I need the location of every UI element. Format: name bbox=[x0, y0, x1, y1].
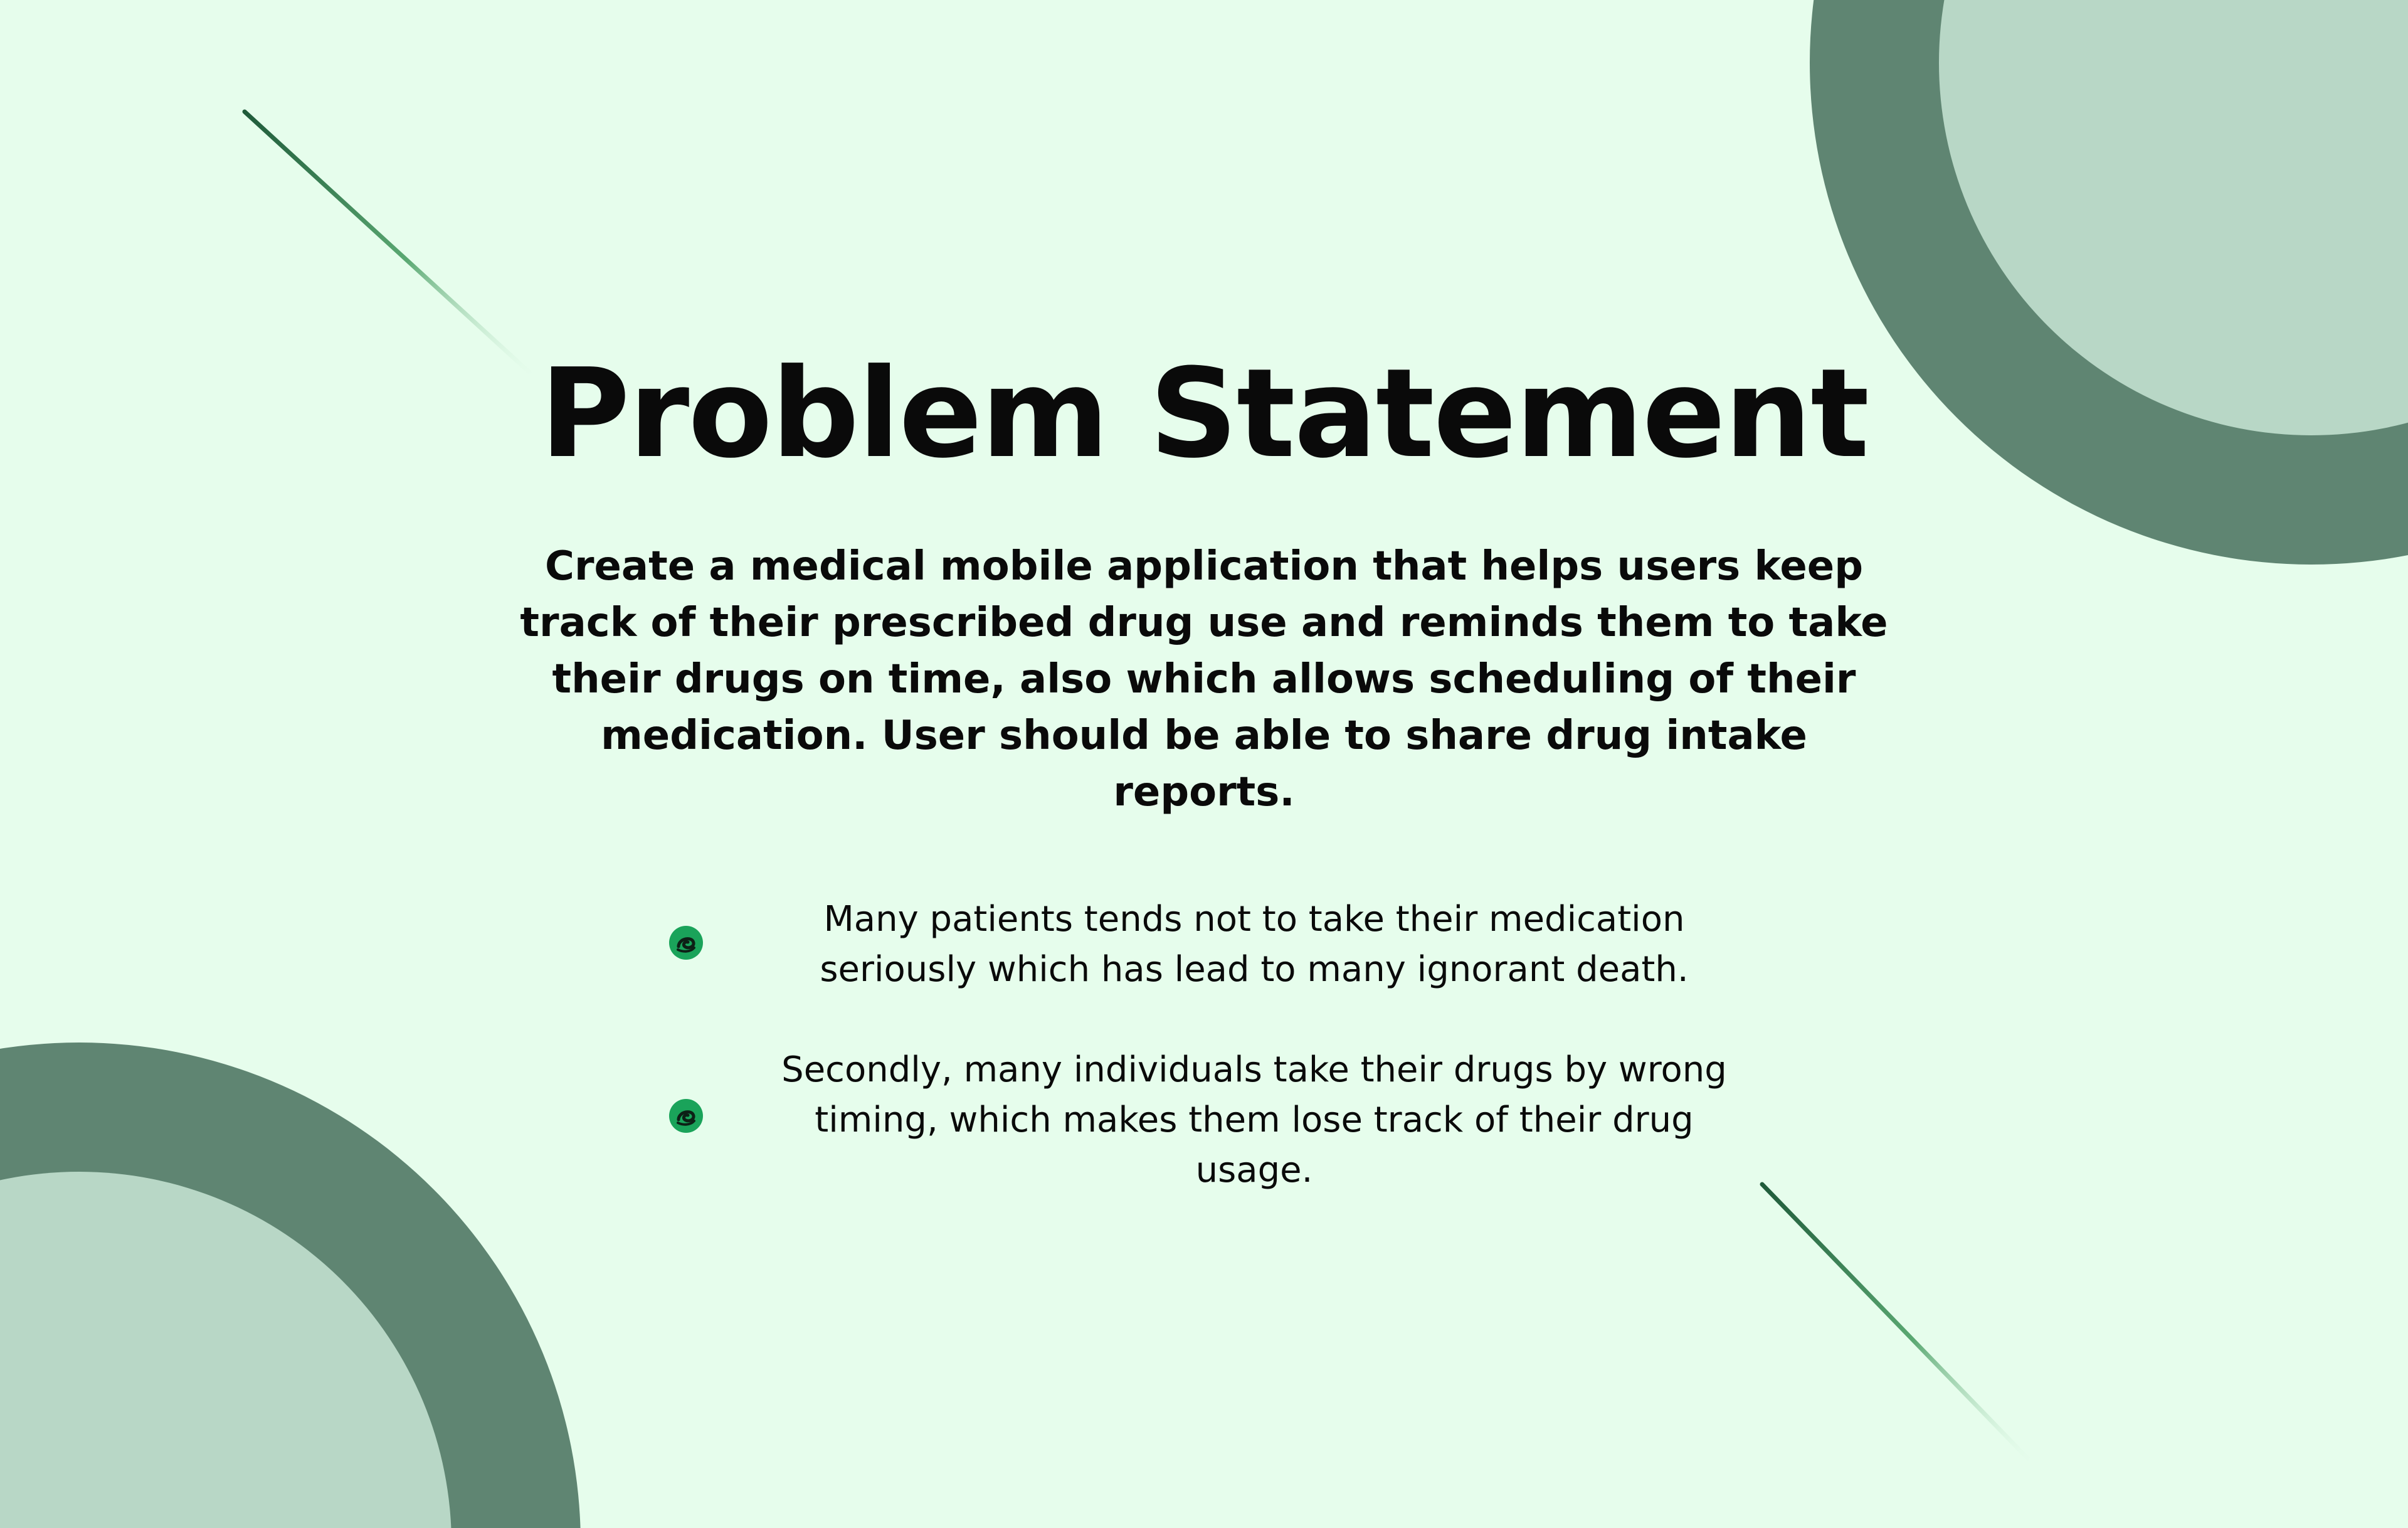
swirl-bullet-icon bbox=[669, 926, 703, 960]
page-title: Problem Statement bbox=[540, 342, 1868, 485]
bullet-item bbox=[665, 894, 1756, 995]
bullet-item bbox=[665, 1045, 1756, 1196]
bullet-text: Secondly, many individuals take their drugs by wrong timing, which makes them lose track of their drug usage. bbox=[781, 1049, 1727, 1191]
problem-statement: Create a medical mobile application that helps users keep track of their prescribed drug use and reminds them to take their drugs on time, also which allows scheduling of their medication. User should be able to share drug intake reports. bbox=[520, 543, 1888, 815]
bullet-text: Many patients tends not to take their medication seriously which has lead to many ignorant death. bbox=[820, 899, 1689, 990]
bottom-left-ring bbox=[0, 1043, 581, 1528]
swirl-bullet-icon bbox=[669, 1099, 703, 1133]
bottom-right-diagonal-line bbox=[1762, 1184, 2037, 1468]
